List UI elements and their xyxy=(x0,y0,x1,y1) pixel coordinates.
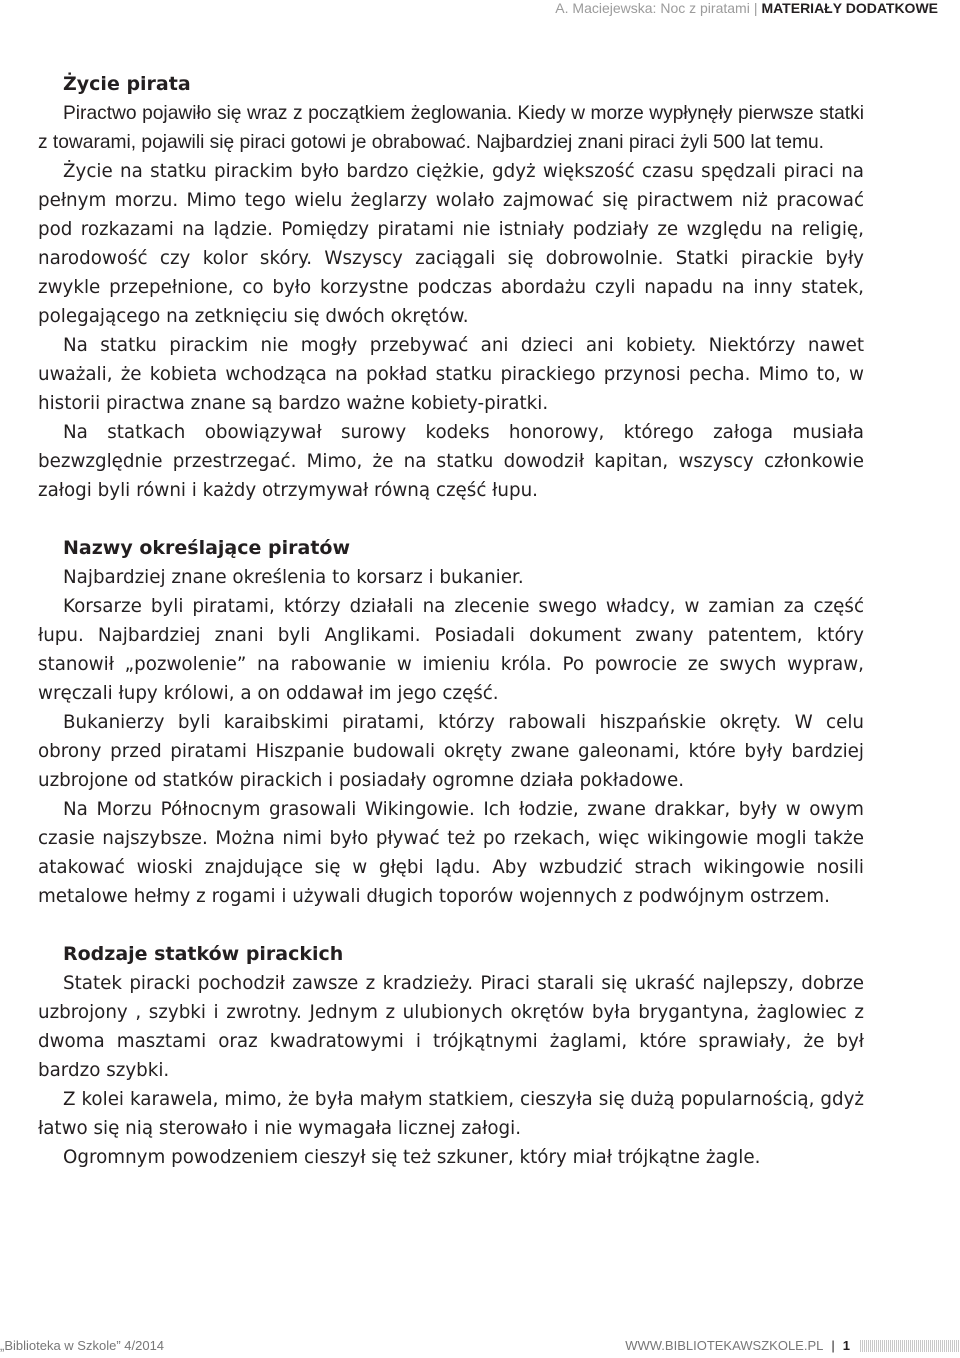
paragraph: Z kolei karawela, mimo, że była małym statkiem, cieszyła się dużą popularnością, gdyż łatwo się nią sterowało i nie wymagała licznej załogi. xyxy=(38,1089,864,1139)
paragraph: Piractwo pojawiło się wraz z początkiem żeglowania. Kiedy w morze wypłynęły pierwsze statki z towarami, pojawili się piraci gotowi je obrabować. Najbardziej znani piraci żyli 500 lat temu. xyxy=(38,103,864,153)
paragraph: Korsarze byli piratami, którzy działali na zlecenie swego władcy, w zamian za część łupu. Najbardziej znani byli Anglikami. Posiadali dokument zwany patentem, który stanowił „pozwolenie” na rabowanie w imieniu króla. Po powrocie ze swych wypraw, wręczali łupy królowi, a on oddawał im jego część. xyxy=(38,596,864,704)
section-rodzaje-statkow xyxy=(38,940,864,1172)
paragraph: Na statkach obowiązywał surowy kodeks honorowy, którego załoga musiała bezwzględnie przestrzegać. Mimo, że na statku dowodził kapitan, wszyscy członkowie załogi byli równi i każdy otrzymywał równą część łupu. xyxy=(38,422,864,501)
paragraph: Na Morzu Północnym grasowali Wikingowie. Ich łodzie, zwane drakkar, były w owym czasie najszybsze. Można nimi było pływać też po rzekach, więc wikingowie mogli także atakować wioski znajdujące się w głębi lądu. Aby wzbudzić strach wikingowie nosili metalowe hełmy z rogami i używali długich toporów wojennych z podwójnym ostrzem. xyxy=(38,799,864,907)
paragraph: Bukanierzy byli karaibskimi piratami, którzy rabowali hiszpańskie okręty. W celu obrony przed piratami Hiszpanie budowali okręty zwane galeonami, które były bardziej uzbrojone od statków pirackich i posiadały ogromne działa pokładowe. xyxy=(38,712,864,791)
header-author-title: A. Maciejewska: Noc z piratami xyxy=(555,0,750,16)
footer-separator: | xyxy=(831,1338,835,1353)
paragraph: Ogromnym powodzeniem cieszył się też szkuner, który miał trójkątne żagle. xyxy=(63,1147,761,1168)
paragraph: Najbardziej znane określenia to korsarz i bukanier. xyxy=(63,567,524,588)
paragraph: Statek piracki pochodził zawsze z kradzieży. Piraci starali się ukraść najlepszy, dobrze uzbrojony , szybki i zwrotny. Jednym z ulubionych okrętów była brygantyna, żaglowiec z dwoma masztami oraz kwadratowymi i trójkątnymi żaglami, które sprawiały, że był bardzo szybki. xyxy=(38,973,864,1081)
paragraph: Życie na statku pirackim było bardzo ciężkie, gdyż większość czasu spędzali piraci na pełnym morzu. Mimo tego wielu żeglarzy wolało zajmować się piractwem niż pracować pod rozkazami na lądzie. Pomiędzy piratami nie istniały podziały ze względu na religię, narodowość czy kolor skóry. Wszyscy zaciągali się dobrowolnie. Statki pirackie były zwykle przepełnione, co było korzystne podczas abordażu czyli napadu na inny statek, polegającego na zetknięciu się dwóch okrętów. xyxy=(38,161,864,327)
footer-journal: „Biblioteka w Szkole” 4/2014 xyxy=(0,1338,165,1353)
paragraph: Na statku pirackim nie mogły przebywać ani dzieci ani kobiety. Niektórzy nawet uważali, że kobieta wchodząca na pokład statku pirackiego przynosi pecha. Mimo to, w historii piractwa znane są bardzo ważne kobiety-piratki. xyxy=(38,335,864,414)
article-body xyxy=(38,70,864,1201)
running-header xyxy=(555,0,938,16)
footer-right xyxy=(625,1338,960,1353)
page-number: 1 xyxy=(842,1338,850,1353)
footer-website-link[interactable]: WWW.BIBLIOTEKAWSZKOLE.PL xyxy=(625,1338,824,1353)
section-title: Życie pirata xyxy=(63,73,191,95)
header-separator: | xyxy=(753,0,758,16)
decorative-stripe-bar xyxy=(860,1340,960,1352)
section-title: Rodzaje statków pirackich xyxy=(63,943,344,965)
section-title: Nazwy określające piratów xyxy=(63,537,351,559)
section-nazwy-piratow xyxy=(38,534,864,911)
page-footer xyxy=(0,1338,960,1356)
section-zycie-pirata xyxy=(38,70,864,505)
header-section-label: MATERIAŁY DODATKOWE xyxy=(761,0,938,16)
